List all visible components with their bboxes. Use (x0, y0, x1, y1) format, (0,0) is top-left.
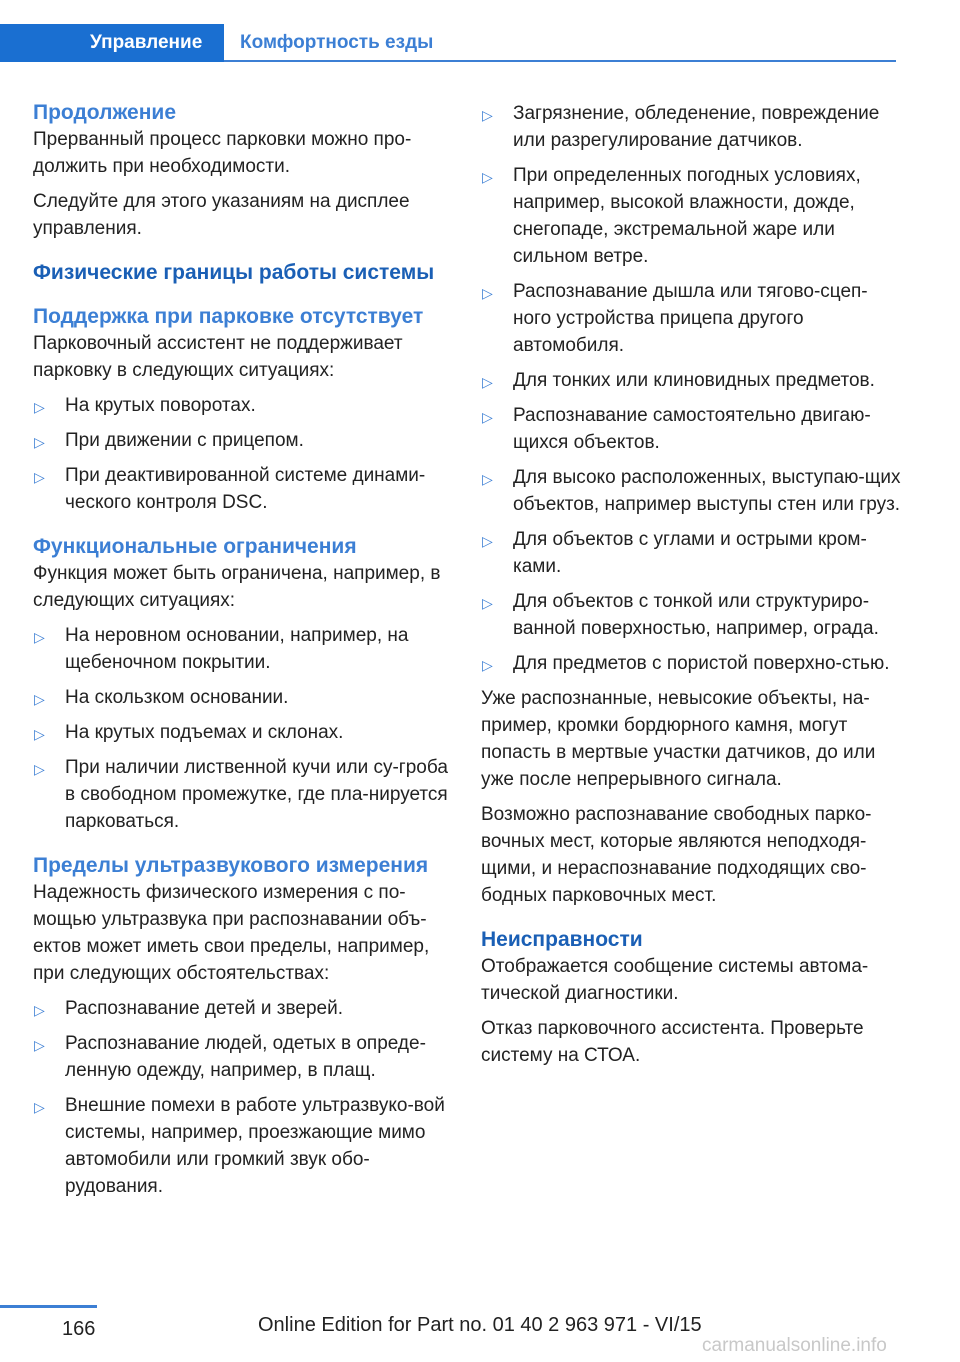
list-item: ▷ Распознавание дышла или тягово-сцеп-ного устройства прицепа другого автомобиля. (482, 281, 868, 356)
triangle-bullet-icon: ▷ (34, 726, 45, 742)
paragraph: Отображается сообщение системы автома-тической диагностики. (481, 956, 869, 1004)
triangle-bullet-icon: ▷ (482, 533, 493, 549)
triangle-bullet-icon: ▷ (482, 657, 493, 673)
list-functional-limits (33, 622, 453, 835)
heading-functional-limits: Функциональные ограничения (33, 535, 357, 558)
list-ultrasound-continued (481, 100, 901, 677)
list-item: ▷ На неровном основании, например, на щебеночном покрытии. (34, 625, 409, 673)
list-no-support (33, 392, 453, 516)
triangle-bullet-icon: ▷ (34, 1099, 45, 1115)
paragraph: Функция может быть ограничена, например, в следующих ситуациях: (33, 563, 441, 611)
right-column (481, 100, 901, 1077)
list-item: ▷ Для объектов с углами и острыми кром-ками. (482, 529, 867, 577)
list-item: ▷ Для предметов с пористой поверхно-стью. (481, 650, 901, 677)
paragraph: Надежность физического измерения с по-мощью ультразвука при распознавании объ-ектов может иметь свои пределы, например, при следующих обстоятельствах: (33, 882, 430, 984)
list-item: ▷ На крутых поворотах. (33, 392, 453, 419)
header-rule (224, 60, 896, 62)
list-item: ▷ Для тонких или клиновидных предметов. (481, 367, 901, 394)
triangle-bullet-icon: ▷ (34, 691, 45, 707)
triangle-bullet-icon: ▷ (34, 761, 45, 777)
triangle-bullet-icon: ▷ (482, 107, 493, 123)
header-subsection: Комфортность езды (240, 32, 434, 53)
triangle-bullet-icon: ▷ (34, 629, 45, 645)
list-item: ▷ Для высоко расположенных, выступаю-щих объектов, например выступы стен или груз. (482, 467, 901, 515)
heading-faults: Неисправности (481, 928, 643, 951)
heading-physical-limits: Физические границы работы системы (33, 261, 435, 284)
list-item: ▷ Распознавание самостоятельно двигаю-щихся объектов. (482, 405, 871, 453)
left-column (33, 100, 453, 1208)
list-item: ▷ Для объектов с тонкой или структуриро-ванной поверхностью, например, ограда. (482, 591, 879, 639)
list-item: ▷ Распознавание людей, одетых в опреде-ленную одежду, например, в плащ. (34, 1033, 426, 1081)
paragraph: Уже распознанные, невысокие объекты, на-пример, кромки бордюрного камня, могут попасть в мертвые участки датчиков, до или уже после непрерывного сигнала. (481, 688, 876, 790)
triangle-bullet-icon: ▷ (482, 595, 493, 611)
header-section-tab: Управление (0, 24, 224, 62)
list-item: ▷ При деактивированной системе динами-ческого контроля DSC. (34, 465, 426, 513)
paragraph: Прерванный процесс парковки можно про-должить при необходимости. (33, 129, 412, 177)
triangle-bullet-icon: ▷ (482, 471, 493, 487)
list-item: ▷ На крутых подъемах и склонах. (33, 719, 453, 746)
page-number: 166 (62, 1318, 96, 1340)
edition-text: Online Edition for Part no. 01 40 2 963 971 - VI/15 (258, 1314, 702, 1336)
list-item: ▷ При определенных погодных условиях, например, высокой влажности, дожде, снегопаде, экстремальной жаре или сильном ветре. (482, 165, 861, 267)
triangle-bullet-icon: ▷ (482, 169, 493, 185)
paragraph: Парковочный ассистент не поддерживает парковку в следующих ситуациях: (33, 333, 403, 381)
paragraph: Следуйте для этого указаниям на дисплее управления. (33, 191, 410, 239)
watermark: carmanualsonline.info (702, 1335, 887, 1356)
list-item: ▷ При наличии лиственной кучи или су-гроба в свободном промежутке, где пла-нируется парковаться. (34, 757, 448, 832)
paragraph: Отказ парковочного ассистента. Проверьте систему на СТОА. (481, 1018, 864, 1066)
triangle-bullet-icon: ▷ (34, 434, 45, 450)
heading-continue: Продолжение (33, 101, 177, 124)
list-item: ▷ Распознавание детей и зверей. (33, 995, 453, 1022)
list-item: ▷ Внешние помехи в работе ультразвуко-вой системы, например, проезжающие мимо автомобили или громкий звук обо-рудования. (34, 1095, 445, 1197)
triangle-bullet-icon: ▷ (482, 285, 493, 301)
list-item: ▷ На скользком основании. (33, 684, 453, 711)
triangle-bullet-icon: ▷ (34, 1037, 45, 1053)
list-item: ▷ Загрязнение, обледенение, повреждение или разрегулирование датчиков. (482, 103, 880, 151)
triangle-bullet-icon: ▷ (34, 469, 45, 485)
triangle-bullet-icon: ▷ (34, 1002, 45, 1018)
paragraph: Возможно распознавание свободных парко-вочных мест, которые являются неподходя-щими, и нераспознавание подходящих сво-бодных парковочных мест. (481, 804, 872, 906)
list-item: ▷ При движении с прицепом. (33, 427, 453, 454)
triangle-bullet-icon: ▷ (34, 399, 45, 415)
triangle-bullet-icon: ▷ (482, 374, 493, 390)
list-ultrasound (33, 995, 453, 1200)
footer-rule (0, 1305, 97, 1308)
heading-no-support: Поддержка при парковке отсутствует (33, 305, 424, 328)
triangle-bullet-icon: ▷ (482, 409, 493, 425)
heading-ultrasound-limits: Пределы ультразвукового измерения (33, 854, 429, 877)
